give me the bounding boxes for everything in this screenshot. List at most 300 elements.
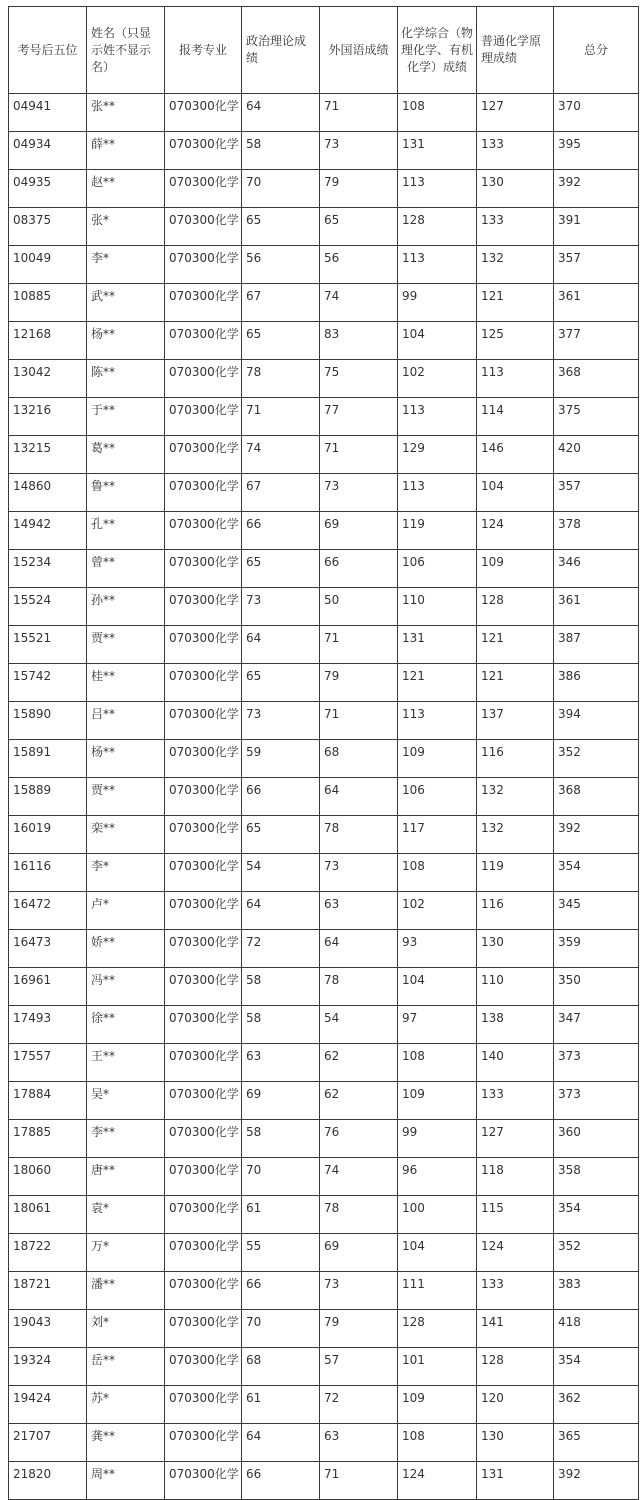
table-row — [9, 436, 639, 474]
cell-name: 武** — [87, 284, 165, 322]
table-row — [9, 664, 639, 702]
cell-chemistry-comprehensive-score: 129 — [398, 436, 477, 474]
cell-major: 070300化学 — [165, 740, 242, 778]
cell-major: 070300化学 — [165, 550, 242, 588]
cell-politics-score: 63 — [242, 1044, 320, 1082]
cell-total-score: 361 — [554, 284, 639, 322]
table-row — [9, 1310, 639, 1348]
cell-exam-id: 16116 — [9, 854, 87, 892]
cell-chemistry-comprehensive-score: 102 — [398, 360, 477, 398]
cell-politics-score: 58 — [242, 132, 320, 170]
cell-politics-score: 55 — [242, 1234, 320, 1272]
cell-name: 李** — [87, 1120, 165, 1158]
cell-chemistry-comprehensive-score: 128 — [398, 208, 477, 246]
cell-politics-score: 54 — [242, 854, 320, 892]
cell-chemistry-comprehensive-score: 119 — [398, 512, 477, 550]
cell-name: 孙** — [87, 588, 165, 626]
cell-exam-id: 08375 — [9, 208, 87, 246]
cell-chemistry-comprehensive-score: 106 — [398, 550, 477, 588]
cell-chemistry-comprehensive-score: 124 — [398, 1462, 477, 1500]
cell-total-score: 375 — [554, 398, 639, 436]
cell-chemistry-comprehensive-score: 96 — [398, 1158, 477, 1196]
cell-exam-id: 15889 — [9, 778, 87, 816]
cell-total-score: 354 — [554, 1196, 639, 1234]
cell-total-score: 357 — [554, 246, 639, 284]
cell-major: 070300化学 — [165, 968, 242, 1006]
cell-chemistry-comprehensive-score: 113 — [398, 702, 477, 740]
cell-politics-score: 58 — [242, 968, 320, 1006]
cell-foreign-language-score: 50 — [320, 588, 398, 626]
cell-total-score: 362 — [554, 1386, 639, 1424]
cell-exam-id: 15891 — [9, 740, 87, 778]
cell-major: 070300化学 — [165, 436, 242, 474]
cell-name: 李* — [87, 246, 165, 284]
cell-total-score: 360 — [554, 1120, 639, 1158]
table-row — [9, 1082, 639, 1120]
table-row — [9, 588, 639, 626]
cell-exam-id: 16473 — [9, 930, 87, 968]
score-table — [8, 6, 639, 1500]
cell-name: 赵** — [87, 170, 165, 208]
cell-name: 吴* — [87, 1082, 165, 1120]
table-row — [9, 702, 639, 740]
cell-total-score: 359 — [554, 930, 639, 968]
cell-major: 070300化学 — [165, 208, 242, 246]
cell-foreign-language-score: 72 — [320, 1386, 398, 1424]
header-major: 报考专业 — [165, 7, 242, 94]
cell-major: 070300化学 — [165, 1272, 242, 1310]
table-row — [9, 930, 639, 968]
cell-exam-id: 18721 — [9, 1272, 87, 1310]
cell-exam-id: 19324 — [9, 1348, 87, 1386]
cell-politics-score: 66 — [242, 778, 320, 816]
cell-chemistry-comprehensive-score: 104 — [398, 322, 477, 360]
cell-foreign-language-score: 76 — [320, 1120, 398, 1158]
cell-foreign-language-score: 83 — [320, 322, 398, 360]
cell-total-score: 392 — [554, 816, 639, 854]
cell-foreign-language-score: 56 — [320, 246, 398, 284]
cell-major: 070300化学 — [165, 170, 242, 208]
cell-politics-score: 70 — [242, 1310, 320, 1348]
cell-general-chemistry-score: 141 — [477, 1310, 554, 1348]
cell-major: 070300化学 — [165, 1424, 242, 1462]
cell-major: 070300化学 — [165, 398, 242, 436]
table-row — [9, 1462, 639, 1500]
cell-foreign-language-score: 71 — [320, 94, 398, 132]
cell-foreign-language-score: 78 — [320, 816, 398, 854]
cell-politics-score: 59 — [242, 740, 320, 778]
cell-total-score: 391 — [554, 208, 639, 246]
cell-exam-id: 13042 — [9, 360, 87, 398]
cell-foreign-language-score: 73 — [320, 474, 398, 512]
cell-exam-id: 04934 — [9, 132, 87, 170]
table-row — [9, 892, 639, 930]
cell-major: 070300化学 — [165, 322, 242, 360]
cell-major: 070300化学 — [165, 1462, 242, 1500]
header-total-score: 总分 — [554, 7, 639, 94]
cell-foreign-language-score: 74 — [320, 1158, 398, 1196]
cell-major: 070300化学 — [165, 778, 242, 816]
cell-major: 070300化学 — [165, 816, 242, 854]
cell-major: 070300化学 — [165, 626, 242, 664]
cell-name: 冯** — [87, 968, 165, 1006]
cell-total-score: 368 — [554, 360, 639, 398]
cell-foreign-language-score: 69 — [320, 512, 398, 550]
cell-general-chemistry-score: 115 — [477, 1196, 554, 1234]
cell-politics-score: 74 — [242, 436, 320, 474]
cell-chemistry-comprehensive-score: 106 — [398, 778, 477, 816]
cell-name: 葛** — [87, 436, 165, 474]
cell-politics-score: 71 — [242, 398, 320, 436]
cell-foreign-language-score: 71 — [320, 1462, 398, 1500]
header-exam-id: 考号后五位 — [9, 7, 87, 94]
table-row — [9, 94, 639, 132]
cell-general-chemistry-score: 110 — [477, 968, 554, 1006]
cell-exam-id: 18722 — [9, 1234, 87, 1272]
table-row — [9, 512, 639, 550]
cell-general-chemistry-score: 124 — [477, 1234, 554, 1272]
cell-general-chemistry-score: 127 — [477, 1120, 554, 1158]
cell-general-chemistry-score: 130 — [477, 930, 554, 968]
cell-name: 杨** — [87, 740, 165, 778]
cell-chemistry-comprehensive-score: 104 — [398, 968, 477, 1006]
cell-politics-score: 64 — [242, 1424, 320, 1462]
cell-politics-score: 61 — [242, 1386, 320, 1424]
table-body — [9, 94, 639, 1500]
cell-total-score: 352 — [554, 1234, 639, 1272]
cell-chemistry-comprehensive-score: 99 — [398, 1120, 477, 1158]
cell-foreign-language-score: 57 — [320, 1348, 398, 1386]
cell-foreign-language-score: 62 — [320, 1082, 398, 1120]
cell-major: 070300化学 — [165, 284, 242, 322]
cell-foreign-language-score: 71 — [320, 436, 398, 474]
cell-chemistry-comprehensive-score: 99 — [398, 284, 477, 322]
cell-politics-score: 78 — [242, 360, 320, 398]
cell-general-chemistry-score: 137 — [477, 702, 554, 740]
cell-name: 岳** — [87, 1348, 165, 1386]
cell-general-chemistry-score: 114 — [477, 398, 554, 436]
table-row — [9, 1158, 639, 1196]
cell-exam-id: 19424 — [9, 1386, 87, 1424]
cell-total-score: 420 — [554, 436, 639, 474]
table-row — [9, 816, 639, 854]
cell-general-chemistry-score: 120 — [477, 1386, 554, 1424]
cell-chemistry-comprehensive-score: 101 — [398, 1348, 477, 1386]
cell-name: 刘* — [87, 1310, 165, 1348]
cell-general-chemistry-score: 121 — [477, 664, 554, 702]
cell-politics-score: 65 — [242, 664, 320, 702]
cell-general-chemistry-score: 131 — [477, 1462, 554, 1500]
table-row — [9, 854, 639, 892]
cell-politics-score: 65 — [242, 322, 320, 360]
cell-chemistry-comprehensive-score: 109 — [398, 1082, 477, 1120]
cell-total-score: 387 — [554, 626, 639, 664]
table-row — [9, 968, 639, 1006]
cell-foreign-language-score: 74 — [320, 284, 398, 322]
cell-exam-id: 04941 — [9, 94, 87, 132]
cell-total-score: 392 — [554, 170, 639, 208]
cell-politics-score: 56 — [242, 246, 320, 284]
header-foreign-language-score: 外国语成绩 — [320, 7, 398, 94]
cell-major: 070300化学 — [165, 892, 242, 930]
cell-major: 070300化学 — [165, 360, 242, 398]
cell-major: 070300化学 — [165, 1044, 242, 1082]
cell-name: 王** — [87, 1044, 165, 1082]
cell-chemistry-comprehensive-score: 117 — [398, 816, 477, 854]
cell-exam-id: 17493 — [9, 1006, 87, 1044]
cell-chemistry-comprehensive-score: 113 — [398, 246, 477, 284]
table-row — [9, 322, 639, 360]
cell-foreign-language-score: 79 — [320, 1310, 398, 1348]
cell-general-chemistry-score: 121 — [477, 284, 554, 322]
cell-exam-id: 15742 — [9, 664, 87, 702]
cell-general-chemistry-score: 130 — [477, 170, 554, 208]
cell-chemistry-comprehensive-score: 128 — [398, 1310, 477, 1348]
cell-general-chemistry-score: 146 — [477, 436, 554, 474]
cell-name: 桂** — [87, 664, 165, 702]
cell-exam-id: 16961 — [9, 968, 87, 1006]
cell-politics-score: 65 — [242, 816, 320, 854]
header-politics-score: 政治理论成绩 — [242, 7, 320, 94]
cell-general-chemistry-score: 127 — [477, 94, 554, 132]
cell-general-chemistry-score: 124 — [477, 512, 554, 550]
cell-exam-id: 21820 — [9, 1462, 87, 1500]
table-row — [9, 1196, 639, 1234]
cell-foreign-language-score: 65 — [320, 208, 398, 246]
cell-exam-id: 16472 — [9, 892, 87, 930]
table-row — [9, 170, 639, 208]
cell-name: 贾** — [87, 778, 165, 816]
cell-politics-score: 70 — [242, 170, 320, 208]
cell-name: 李* — [87, 854, 165, 892]
cell-politics-score: 65 — [242, 550, 320, 588]
cell-foreign-language-score: 78 — [320, 1196, 398, 1234]
cell-exam-id: 04935 — [9, 170, 87, 208]
cell-general-chemistry-score: 133 — [477, 1272, 554, 1310]
cell-total-score: 358 — [554, 1158, 639, 1196]
cell-foreign-language-score: 75 — [320, 360, 398, 398]
cell-exam-id: 17557 — [9, 1044, 87, 1082]
cell-general-chemistry-score: 133 — [477, 208, 554, 246]
cell-politics-score: 68 — [242, 1348, 320, 1386]
cell-exam-id: 18061 — [9, 1196, 87, 1234]
cell-exam-id: 13216 — [9, 398, 87, 436]
cell-total-score: 354 — [554, 1348, 639, 1386]
cell-general-chemistry-score: 133 — [477, 132, 554, 170]
table-row — [9, 208, 639, 246]
cell-foreign-language-score: 71 — [320, 626, 398, 664]
cell-major: 070300化学 — [165, 512, 242, 550]
cell-general-chemistry-score: 132 — [477, 246, 554, 284]
cell-general-chemistry-score: 138 — [477, 1006, 554, 1044]
cell-politics-score: 66 — [242, 1272, 320, 1310]
cell-politics-score: 72 — [242, 930, 320, 968]
cell-politics-score: 67 — [242, 284, 320, 322]
table-row — [9, 360, 639, 398]
cell-exam-id: 10885 — [9, 284, 87, 322]
cell-foreign-language-score: 66 — [320, 550, 398, 588]
cell-chemistry-comprehensive-score: 113 — [398, 398, 477, 436]
table-row — [9, 1006, 639, 1044]
table-row — [9, 398, 639, 436]
cell-total-score: 383 — [554, 1272, 639, 1310]
cell-chemistry-comprehensive-score: 102 — [398, 892, 477, 930]
cell-name: 孔** — [87, 512, 165, 550]
table-row — [9, 550, 639, 588]
cell-total-score: 386 — [554, 664, 639, 702]
cell-general-chemistry-score: 119 — [477, 854, 554, 892]
cell-foreign-language-score: 79 — [320, 170, 398, 208]
cell-politics-score: 64 — [242, 892, 320, 930]
table-row — [9, 740, 639, 778]
cell-name: 张* — [87, 208, 165, 246]
cell-foreign-language-score: 64 — [320, 778, 398, 816]
cell-chemistry-comprehensive-score: 109 — [398, 740, 477, 778]
cell-name: 于** — [87, 398, 165, 436]
cell-exam-id: 21707 — [9, 1424, 87, 1462]
table-row — [9, 626, 639, 664]
cell-general-chemistry-score: 109 — [477, 550, 554, 588]
cell-exam-id: 14860 — [9, 474, 87, 512]
table-row — [9, 1424, 639, 1462]
header-general-chemistry-score: 普通化学原理成绩 — [477, 7, 554, 94]
cell-general-chemistry-score: 132 — [477, 816, 554, 854]
cell-chemistry-comprehensive-score: 110 — [398, 588, 477, 626]
cell-name: 薛** — [87, 132, 165, 170]
cell-chemistry-comprehensive-score: 131 — [398, 626, 477, 664]
cell-politics-score: 66 — [242, 512, 320, 550]
cell-total-score: 350 — [554, 968, 639, 1006]
cell-total-score: 370 — [554, 94, 639, 132]
cell-chemistry-comprehensive-score: 108 — [398, 94, 477, 132]
cell-major: 070300化学 — [165, 664, 242, 702]
cell-total-score: 392 — [554, 1462, 639, 1500]
cell-major: 070300化学 — [165, 1082, 242, 1120]
cell-exam-id: 12168 — [9, 322, 87, 360]
cell-foreign-language-score: 64 — [320, 930, 398, 968]
cell-total-score: 395 — [554, 132, 639, 170]
cell-politics-score: 64 — [242, 626, 320, 664]
cell-name: 周** — [87, 1462, 165, 1500]
cell-name: 袁* — [87, 1196, 165, 1234]
cell-general-chemistry-score: 132 — [477, 778, 554, 816]
cell-general-chemistry-score: 104 — [477, 474, 554, 512]
cell-general-chemistry-score: 113 — [477, 360, 554, 398]
cell-name: 张** — [87, 94, 165, 132]
cell-foreign-language-score: 78 — [320, 968, 398, 1006]
cell-total-score: 347 — [554, 1006, 639, 1044]
table-row — [9, 1272, 639, 1310]
cell-total-score: 378 — [554, 512, 639, 550]
cell-name: 徐** — [87, 1006, 165, 1044]
cell-total-score: 365 — [554, 1424, 639, 1462]
table-row — [9, 1044, 639, 1082]
cell-name: 万* — [87, 1234, 165, 1272]
table-row — [9, 284, 639, 322]
cell-exam-id: 16019 — [9, 816, 87, 854]
cell-general-chemistry-score: 128 — [477, 1348, 554, 1386]
cell-total-score: 368 — [554, 778, 639, 816]
cell-total-score: 373 — [554, 1044, 639, 1082]
cell-foreign-language-score: 73 — [320, 132, 398, 170]
cell-foreign-language-score: 71 — [320, 702, 398, 740]
cell-total-score: 418 — [554, 1310, 639, 1348]
cell-foreign-language-score: 69 — [320, 1234, 398, 1272]
cell-name: 吕** — [87, 702, 165, 740]
table-header-row — [9, 7, 639, 94]
cell-total-score: 346 — [554, 550, 639, 588]
cell-politics-score: 64 — [242, 94, 320, 132]
cell-major: 070300化学 — [165, 246, 242, 284]
cell-total-score: 361 — [554, 588, 639, 626]
cell-politics-score: 61 — [242, 1196, 320, 1234]
cell-major: 070300化学 — [165, 588, 242, 626]
score-table-container — [8, 6, 638, 1500]
header-name: 姓名（只显示姓不显示名） — [87, 7, 165, 94]
cell-chemistry-comprehensive-score: 108 — [398, 1424, 477, 1462]
cell-total-score: 345 — [554, 892, 639, 930]
cell-exam-id: 13215 — [9, 436, 87, 474]
cell-general-chemistry-score: 125 — [477, 322, 554, 360]
cell-politics-score: 65 — [242, 208, 320, 246]
cell-name: 栾** — [87, 816, 165, 854]
cell-chemistry-comprehensive-score: 108 — [398, 1044, 477, 1082]
cell-politics-score: 67 — [242, 474, 320, 512]
cell-chemistry-comprehensive-score: 111 — [398, 1272, 477, 1310]
cell-politics-score: 70 — [242, 1158, 320, 1196]
cell-foreign-language-score: 73 — [320, 1272, 398, 1310]
cell-politics-score: 58 — [242, 1006, 320, 1044]
cell-total-score: 394 — [554, 702, 639, 740]
cell-exam-id: 14942 — [9, 512, 87, 550]
cell-total-score: 352 — [554, 740, 639, 778]
cell-name: 陈** — [87, 360, 165, 398]
cell-exam-id: 10049 — [9, 246, 87, 284]
cell-general-chemistry-score: 140 — [477, 1044, 554, 1082]
cell-major: 070300化学 — [165, 1158, 242, 1196]
table-row — [9, 132, 639, 170]
cell-chemistry-comprehensive-score: 108 — [398, 854, 477, 892]
cell-major: 070300化学 — [165, 702, 242, 740]
cell-name: 龚** — [87, 1424, 165, 1462]
cell-major: 070300化学 — [165, 930, 242, 968]
cell-major: 070300化学 — [165, 474, 242, 512]
header-chemistry-comprehensive-score: 化学综合（物理化学、有机化学）成绩 — [398, 7, 477, 94]
cell-name: 曾** — [87, 550, 165, 588]
cell-major: 070300化学 — [165, 1196, 242, 1234]
cell-general-chemistry-score: 130 — [477, 1424, 554, 1462]
cell-exam-id: 15890 — [9, 702, 87, 740]
cell-foreign-language-score: 77 — [320, 398, 398, 436]
cell-politics-score: 73 — [242, 588, 320, 626]
cell-chemistry-comprehensive-score: 93 — [398, 930, 477, 968]
cell-exam-id: 15524 — [9, 588, 87, 626]
table-row — [9, 246, 639, 284]
table-row — [9, 1386, 639, 1424]
cell-major: 070300化学 — [165, 1386, 242, 1424]
cell-general-chemistry-score: 116 — [477, 892, 554, 930]
cell-general-chemistry-score: 118 — [477, 1158, 554, 1196]
cell-politics-score: 66 — [242, 1462, 320, 1500]
cell-name: 鲁** — [87, 474, 165, 512]
cell-major: 070300化学 — [165, 1234, 242, 1272]
cell-major: 070300化学 — [165, 1310, 242, 1348]
cell-name: 潘** — [87, 1272, 165, 1310]
cell-major: 070300化学 — [165, 94, 242, 132]
table-row — [9, 474, 639, 512]
cell-exam-id: 19043 — [9, 1310, 87, 1348]
cell-major: 070300化学 — [165, 1006, 242, 1044]
